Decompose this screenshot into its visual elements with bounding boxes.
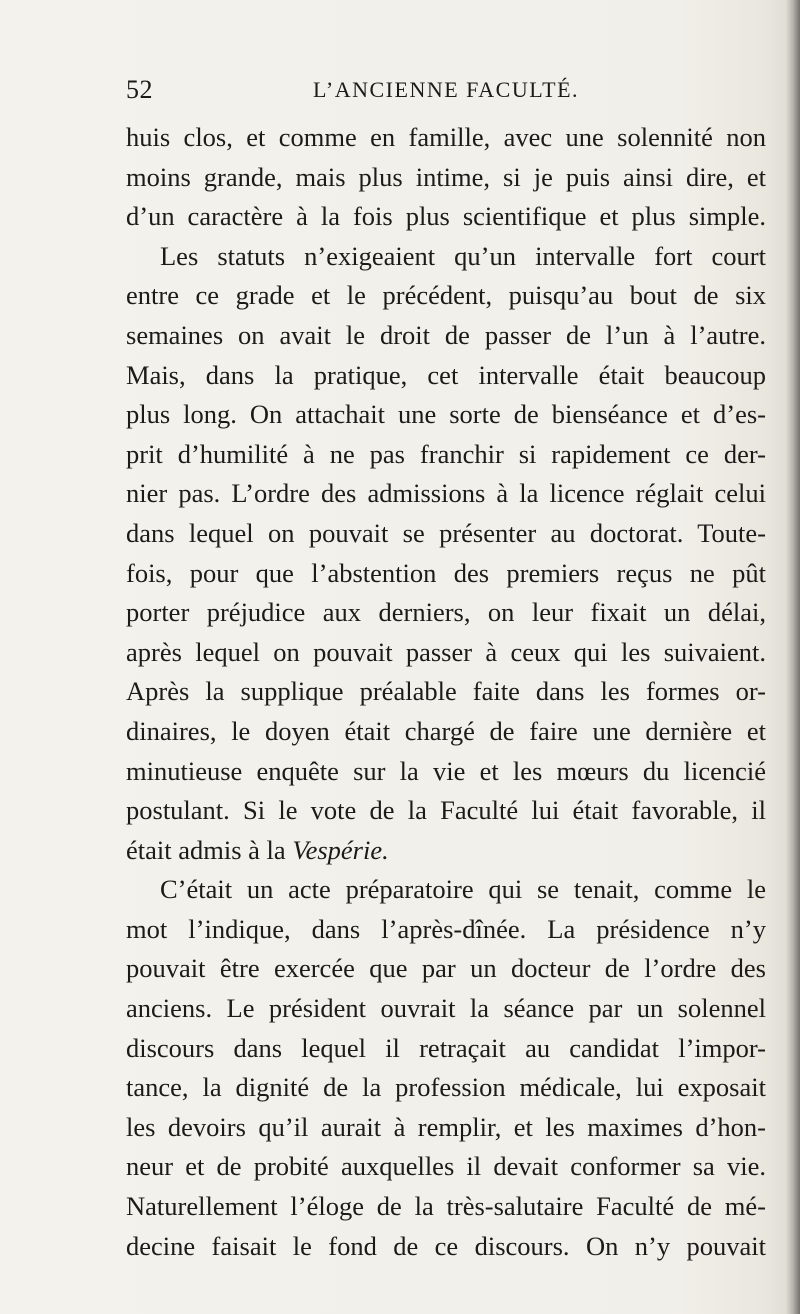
text-line: C’était un acte préparatoire qui se tenait, comme le: [160, 874, 766, 905]
text-line: decine faisait le fond de ce discours. On n’y pouvait: [126, 1230, 766, 1261]
text-line: porter préjudice aux derniers, on leur fixait un délai,: [126, 597, 766, 628]
text-line: anciens. Le président ouvrait la séance par un solennel: [126, 993, 766, 1024]
body-text: [126, 118, 766, 1266]
text-line: fois, pour que l’abstention des premiers reçus ne pût: [126, 557, 766, 588]
text-line: d’un caractère à la fois plus scientifique et plus simple.: [126, 201, 766, 232]
text-line: Naturellement l’éloge de la très-salutaire Faculté de mé-: [126, 1191, 766, 1222]
page-number: 52: [126, 75, 153, 104]
text-line: neur et de probité auxquelles il devait conformer sa vie.: [126, 1151, 766, 1182]
text-line: Les statuts n’exigeaient qu’un intervalle fort court: [160, 240, 766, 271]
text-line: mot l’indique, dans l’après-dînée. La présidence n’y: [126, 913, 766, 944]
text-line: discours dans lequel il retraçait au candidat l’impor-: [126, 1032, 766, 1063]
text-line: semaines on avait le droit de passer de l’un à l’autre.: [126, 319, 766, 350]
text-line: moins grande, mais plus intime, si je puis ainsi dire, et: [126, 161, 766, 192]
text-line: postulant. Si le vote de la Faculté lui était favorable, il: [126, 795, 766, 826]
text-line: entre ce grade et le précédent, puisqu’au bout de six: [126, 280, 766, 311]
text-line: Après la supplique préalable faite dans les formes or-: [126, 676, 766, 707]
text-line: nier pas. L’ordre des admissions à la licence réglait celui: [126, 478, 766, 509]
text-line: après lequel on pouvait passer à ceux qui les suivaient.: [126, 636, 766, 667]
running-head: [126, 74, 766, 106]
italic-term: Vespérie.: [292, 834, 389, 865]
page-edge-shadow: [786, 0, 800, 1314]
text-line: prit d’humilité à ne pas franchir si rapidement ce der-: [126, 438, 766, 469]
text-line: dans lequel on pouvait se présenter au doctorat. Toute-: [126, 517, 766, 548]
text-line: Mais, dans la pratique, cet intervalle était beaucoup: [126, 359, 766, 390]
text-line: les devoirs qu’il aurait à remplir, et les maximes d’hon-: [126, 1111, 766, 1142]
text-fragment: était admis à la: [126, 834, 286, 865]
running-title: L’ANCIENNE FACULTÉ.: [312, 77, 580, 102]
text-line: pouvait être exercée que par un docteur de l’ordre des: [126, 953, 766, 984]
text-line: minutieuse enquête sur la vie et les mœurs du licencié: [126, 755, 766, 786]
text-line: [126, 831, 766, 871]
text-line: tance, la dignité de la profession médicale, lui exposait: [126, 1072, 766, 1103]
text-line: huis clos, et comme en famille, avec une solennité non: [126, 122, 766, 152]
text-line: plus long. On attachait une sorte de bienséance et d’es-: [126, 399, 766, 430]
text-line: dinaires, le doyen était chargé de faire une dernière et: [126, 715, 766, 746]
